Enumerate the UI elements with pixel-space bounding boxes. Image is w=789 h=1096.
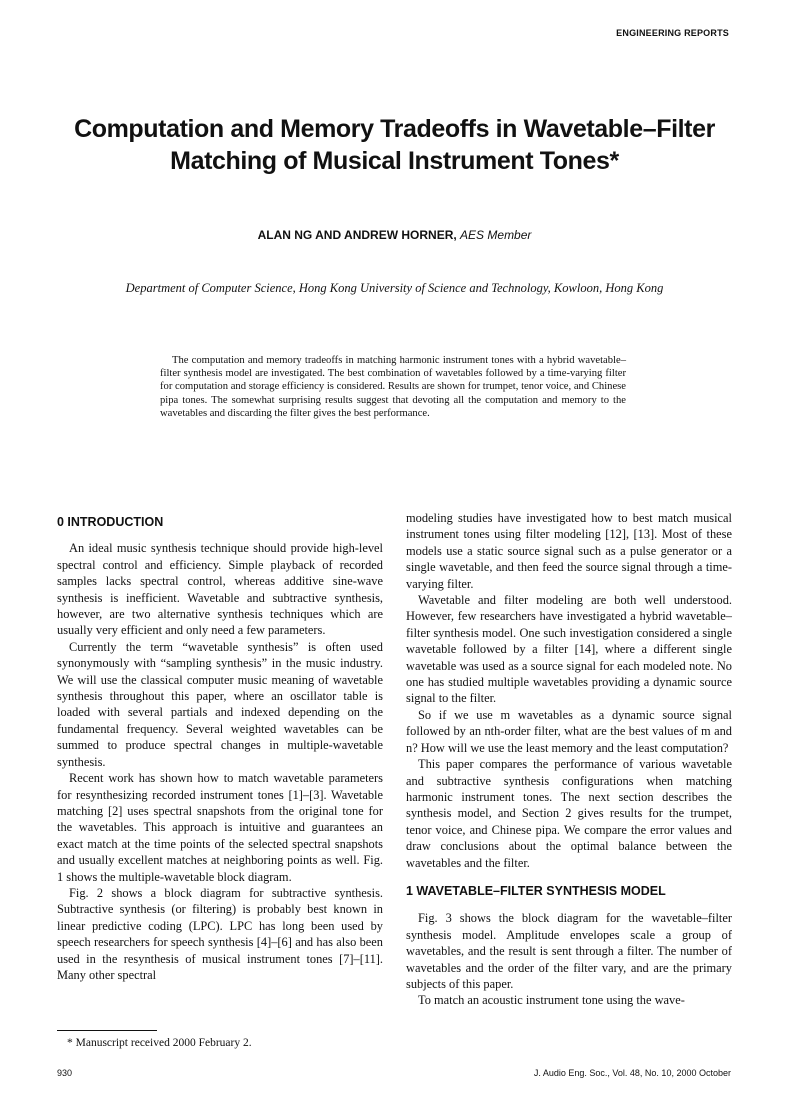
- footnote: * Manuscript received 2000 February 2.: [67, 1037, 252, 1049]
- footnote-divider: [57, 1030, 157, 1031]
- author-line: [0, 228, 789, 242]
- left-column: [57, 510, 383, 983]
- abstract: The computation and memory tradeoffs in matching harmonic instrument tones with a hybrid wavetable–filter synthesis model are investigated. The best combination of wavetables followed by a time-varying filter for computation and storage efficiency is considered. Results are shown for trumpet, tenor voice, and Chinese pipa tones. The somewhat surprising results suggest that devoting all the computation and memory to the wavetables and discarding the filter gives the best performance.: [160, 355, 626, 419]
- body-paragraph: So if we use m wavetables as a dynamic source signal followed by an nth-order filter, what are the best values of m and n? How will we use the least memory and the least computation?: [406, 707, 732, 755]
- section-heading-synthesis-model: 1 WAVETABLE–FILTER SYNTHESIS MODEL: [406, 883, 666, 898]
- body-paragraph: An ideal music synthesis technique should provide high-level spectral control and efficiency. Simple playback of recorded samples lacks spectral control, whereas additive sine-wave synthesis is inefficient. Wavetable and subtractive synthesis, however, are two alternative synthesis techniques which are usually very efficient and only need a few parameters.: [57, 541, 383, 638]
- body-paragraph: Currently the term “wavetable synthesis” is often used synonymously with “sampling synthesis” in the music industry. We will use the classical computer music meaning of wavetable synthesis throughout this paper, where an oscillator table is loaded with several partials and indexed depending on the fundamental frequency. Several weighted wavetables can be summed to produce spectral changes in multiple-wavetable synthesis.: [57, 639, 383, 769]
- right-column: [406, 510, 732, 1009]
- section-heading-introduction: 0 INTRODUCTION: [57, 515, 164, 529]
- journal-reference: J. Audio Eng. Soc., Vol. 48, No. 10, 2000 October: [533, 1068, 731, 1078]
- title-line-1: Computation and Memory Tradeoffs in Wavetable–Filter: [74, 115, 715, 143]
- body-paragraph: Fig. 2 shows a block diagram for subtractive synthesis. Subtractive synthesis (or filtering) is probably best known in linear predictive coding (LPC). LPC has long been used by speech researchers for speech synthesis [4]–[6] and has also been used in the resynthesis of musical instrument tones [7]–[11]. Many other spectral: [57, 885, 383, 982]
- body-paragraph: Recent work has shown how to match wavetable parameters for resynthesizing recorded instrument tones [1]–[3]. Wavetable matching [2] uses spectral snapshots from the original tone for the wavetables. This approach is intuitive and guarantees an exact match at the time points of the selected spectral snapshots and usually excellent matches at neighboring points as well. Fig. 1 shows the multiple-wavetable block diagram.: [57, 771, 383, 884]
- body-paragraph: This paper compares the performance of various wavetable and subtractive synthesis configurations when matching harmonic instrument tones. The next section describes the synthesis model, and Section 2 gives results for the trumpet, tenor voice, and Chinese pipa. We compare the error values and draw conclusions about the optimal balance between the wavetables and the filter.: [406, 757, 732, 870]
- affiliation: Department of Computer Science, Hong Kong University of Science and Technology, Kowloon, Hong Kong: [125, 281, 664, 295]
- body-paragraph: Fig. 3 shows the block diagram for the wavetable–filter synthesis model. Amplitude envelopes scale a group of wavetables, and the result is sent through a filter. The number of wavetables and the order of the filter vary, and are the primary subjects of this paper.: [406, 911, 732, 991]
- body-paragraph: To match an acoustic instrument tone using the wave-: [418, 993, 685, 1008]
- running-header: ENGINEERING REPORTS: [616, 28, 729, 38]
- paper-title: [40, 113, 749, 177]
- page-number: 930: [57, 1068, 73, 1078]
- body-paragraph-continued: modeling studies have investigated how to best match musical instrument tones using filter modeling [12], [13]. Most of these models use a static source signal such as a pulse generator or a single wavetable, and then feed the source signal through a time-varying filter.: [406, 511, 732, 591]
- author-membership: AES Member: [460, 228, 532, 242]
- title-line-2: Matching of Musical Instrument Tones*: [170, 147, 619, 175]
- author-names: ALAN NG AND ANDREW HORNER,: [257, 228, 457, 242]
- body-paragraph: Wavetable and filter modeling are both well understood. However, few researchers have investigated a hybrid wavetable–filter synthesis model. One such investigation considered a single wavetable followed by a filter [14], where a different single wavetable was used as a source signal for each modeled note. No one has studied multiple wavetables providing a dynamic source signal to the filter.: [406, 593, 732, 706]
